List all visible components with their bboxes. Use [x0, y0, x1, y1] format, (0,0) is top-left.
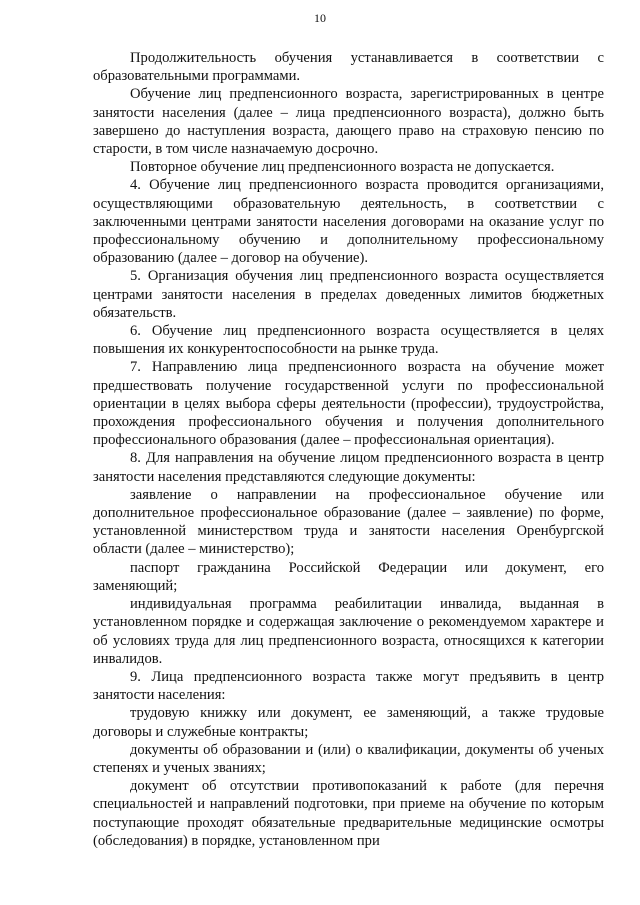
paragraph-item-9: 9. Лица предпенсионного возраста также могут предъявить в центр занятости населения: — [93, 668, 604, 704]
paragraph-repeat-training: Повторное обучение лиц предпенсионного возраста не допускается. — [130, 159, 555, 176]
paragraph-duration: Продолжительность обучения устанавливается в соответствии с образовательными программами. — [93, 50, 604, 85]
list-item-education-documents: документы об образовании и (или) о квалификации, документы об ученых степенях и ученых званиях; — [93, 741, 604, 776]
paragraph-item-6: 6. Обучение лиц предпенсионного возраста осуществляется в целях повышения их конкурентоспособности на рынке труда. — [93, 323, 604, 358]
list-item-work-record: трудовую книжку или документ, ее заменяющий, а также трудовые договоры и служебные контракты; — [93, 705, 604, 740]
paragraph-item-4: 4. Обучение лиц предпенсионного возраста проводится организациями, осуществляющими образовательную деятельность, в соответствии с заключенными центрами занятости населения договорами на оказание услуг по профессиональному обучению и дополнительному профессиональному образованию (далее – договор на обучение). — [93, 177, 604, 267]
list-item-passport: паспорт гражданина Российской Федерации или документ, его заменяющий; — [93, 559, 604, 594]
paragraph-completion-deadline: Обучение лиц предпенсионного возраста, зарегистрированных в центре занятости населения (далее – лица предпенсионного возраста), должно быть завершено до наступления возраста, дающего право на страховую пенсию по старости, в том числе назначаемую досрочно. — [93, 86, 604, 158]
list-item-rehabilitation-program: индивидуальная программа реабилитации инвалида, выданная в установленном порядке и содержащая заключение о рекомендуемом характере и об условиях труда для лиц предпенсионного возраста, относящихся к категории инвалидов. — [93, 596, 604, 667]
paragraph-item-7: 7. Направлению лица предпенсионного возраста на обучение может предшествовать получение государственной услуги по профессиональной ориентации в целях выбора сферы деятельности (профессии), трудоустройства, прохождения профессионального обучения и получения дополнительного профессионального образования (далее – профессиональная ориентация). — [93, 359, 604, 449]
paragraph-item-5: 5. Организация обучения лиц предпенсионного возраста осуществляется центрами занятости населения в пределах доведенных лимитов бюджетных обязательств. — [93, 268, 604, 321]
list-item-application: заявление о направлении на профессиональное обучение или дополнительное профессиональное образование (далее – заявление) по форме, установленной министерством труда и занятости населения Оренбургской области (далее – министерство); — [93, 486, 604, 558]
paragraph-item-8: 8. Для направления на обучение лицом предпенсионного возраста в центр занятости населения представляются следующие документы: — [93, 450, 604, 485]
list-item-medical-document: документ об отсутствии противопоказаний к работе (для перечня специальностей и направлений подготовки, при приеме на обучение по которым поступающие проходят обязательные предварительные медицинские осмотры (обследования) в порядке, установленном при — [93, 778, 604, 849]
page-number: 10 — [314, 11, 326, 25]
